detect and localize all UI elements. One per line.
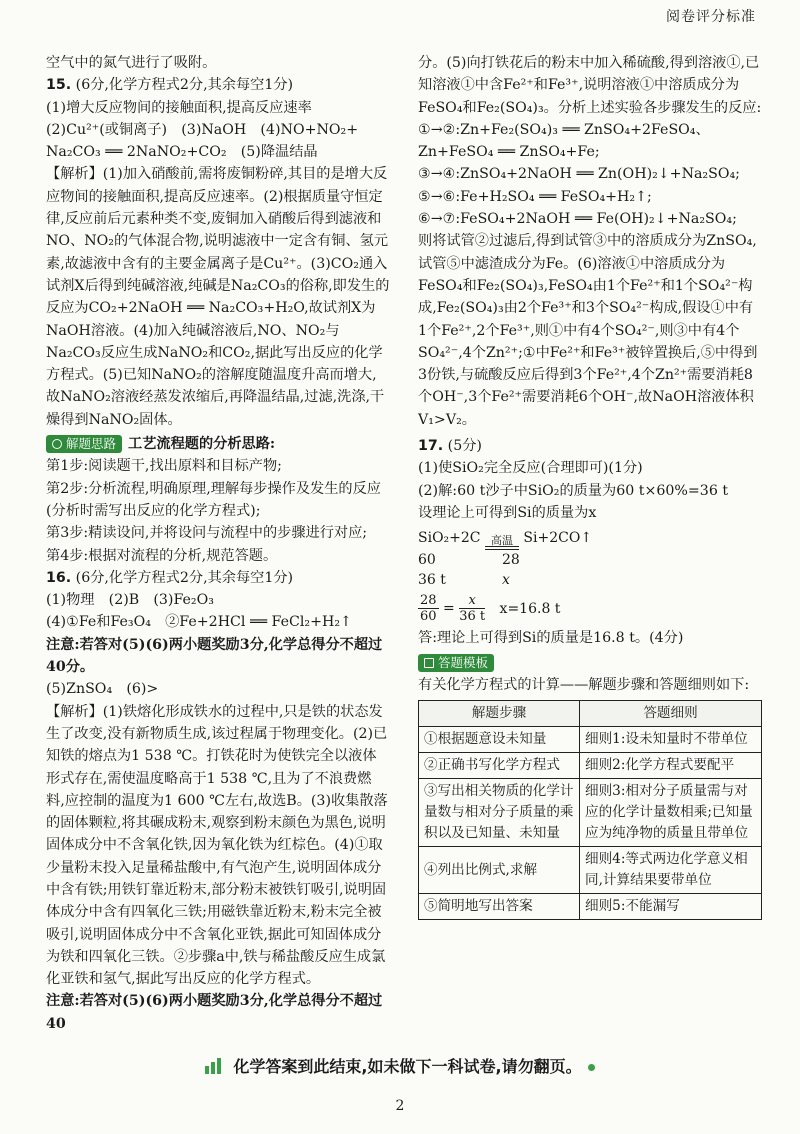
q15-analysis: 【解析】(1)加入硝酸前,需将废铜粉碎,其目的是增大反应物间的接触面积,提高反应速率。(2)根据质量守恒定律,反应前后元素种类不变,废铜加入硝酸后得到滤液和NO、NO₂的气体混合物,说明滤液中一定含有铜、氢元素,故滤液中含有的主要金属离子是Cu²⁺。(3)CO₂通入试剂X后得到纯碱溶液,纯碱是Na₂CO₃的俗称,即发生的反应为CO₂+2NaOH ══ Na₂CO₃+H₂O,故试剂X为NaOH溶液。(4)加入纯碱溶液后,NO、NO₂与Na₂CO₃反应生成NaNO₂和CO₂,据此写出反应的化学方程式。(5)已知NaNO₂的溶解度随温度升高而增大,故NaNO₂溶液经蒸发浓缩后,再降温结晶,过滤,洗涤,干燥得到NaNO₂固体。 [46,166,390,428]
table-row [419,894,762,920]
template-tag-label: 答题模板 [438,654,489,670]
template-intro: 有关化学方程式的计算——解题步骤和答题细则如下: [418,676,750,693]
q15-answer-2: (2)Cu²⁺(或铜离子) (3)NaOH (4)NO+NO₂+ [46,121,359,138]
q17-final-answer: 答:理论上可得到Si的质量是16.8 t。(4分) [418,630,684,647]
table-cell-step: ①根据题意设未知量 [419,727,580,753]
table-row [419,779,762,847]
q15-score: (6分,化学方程式2分,其余每空1分) [75,77,294,94]
equation-arrow [485,535,519,550]
q16-answer-1: (1)物理 (2)B (3)Fe₂O₃ [46,592,214,609]
template-tag [418,654,494,672]
q17-answer-1: (1)使SiO₂完全反应(合理即可)(1分) [418,460,643,477]
magnifier-icon [52,439,62,449]
table-cell-step: ⑤简明地写出答案 [419,894,580,920]
mass-sio2: 60 [418,552,436,569]
q17-result: x=16.8 t [499,600,561,617]
value-si: x [502,572,510,589]
table-row [419,753,762,779]
ratio-right-den: 36 t [459,609,486,625]
table-cell-rule: 细则2:化学方程式要配平 [580,753,762,779]
q16-continuation-2: 则将试管②过滤后,得到试管③中的溶质成分为ZnSO₄,试管⑤中滤渣成分为Fe。(6)溶液①中溶质成分为FeSO₄和Fe₂(SO₄)₃,FeSO₄由1个Fe²⁺和1个SO₄²⁻构成,Fe₂(SO₄)₃由2个Fe³⁺和3个SO₄²⁻构成,假设①中有1个Fe²⁺,2个Fe³⁺,则①中有4个SO₄²⁻,则③中有4个SO₄²⁻,4个Zn²⁺;①中Fe²⁺和Fe³⁺被锌置换后,⑤中得到3份铁,与硫酸反应后得到3个Fe²⁺,4个Zn²⁺需要消耗8个OH⁻,3个Fe²⁺需要消耗6个OH⁻,故NaOH溶液体积V₁>V₂。 [418,233,758,428]
table-header-step: 解题步骤 [419,701,580,727]
template-table [418,700,762,920]
q15-answer-3: Na₂CO₃ ══ 2NaNO₂+CO₂ (5)降温结晶 [46,144,318,161]
q16-number: 16. [46,569,72,586]
q17-proportion: $\frac{28}{60}$ = $\frac{x}{36 t}$ x=16.8 t [420,593,561,625]
tip-tag [46,435,122,453]
tip-step-4: 第4步:根据对流程的分析,规范答题。 [46,547,278,564]
book-icon [424,658,434,668]
tip-tag-label: 解题思路 [66,436,117,452]
q16-note: 注意:若答对(5)(6)两小题奖励3分,化学总得分不超过40分。 [46,636,383,676]
footer-text: 化学答案到此结束,如未做下一科试卷,请勿翻页。 [233,1057,582,1076]
ratio-left [418,593,439,624]
dot-icon [588,1064,595,1071]
table-cell-rule: 细则5:不能漏写 [580,894,762,920]
reaction-4: ⑥→⑦:FeSO₄+2NaOH ══ Fe(OH)₂↓+Na₂SO₄; [418,211,737,228]
q16-answer-3: (5)ZnSO₄ (6)> [46,681,159,698]
q17-values [418,570,762,590]
tip-title: 工艺流程题的分析思路: [128,436,276,453]
q16-answer-2: (4)①Fe和Fe₃O₄ ②Fe+2HCl ══ FeCl₂+H₂↑ [46,614,352,631]
ratio-right [459,593,485,624]
equation-right: Si+2CO↑ [523,530,593,547]
q15-answer-1: (1)增大反应物间的接触面积,提高反应速率 [46,99,312,116]
paragraph-top: 空气中的氮气进行了吸附。 [46,55,217,71]
q17-answer-3: 设理论上可得到Si的质量为x [418,504,597,521]
header-label: 阅卷评分标准 [666,9,756,25]
equation-left: SiO₂+2C [418,530,481,547]
q17-masses [418,550,762,570]
table-row [419,847,762,894]
footer-notice [0,1054,800,1078]
mass-si: 28 [502,552,520,569]
page-number: 2 [395,1098,405,1114]
table-row [419,727,762,753]
tip-step-3: 第3步:精读设问,并将设问与流程中的步骤进行对应; [46,525,368,542]
q17-heading [418,435,762,457]
q15-heading [46,74,390,96]
q17-score: (5分) [447,438,482,455]
q17-number: 17. [418,438,444,455]
table-header-rule: 答题细则 [580,701,762,727]
tip-step-1: 第1步:阅读题干,找出原料和目标产物; [46,458,282,475]
q16-note-2: 注意:若答对(5)(6)两小题奖励3分,化学总得分不超过40 [46,993,383,1032]
table-cell-step: ④列出比例式,求解 [419,847,580,894]
right-column [418,52,762,920]
table-cell-rule: 细则3:相对分子质量需与对应的化学计量数相乘;已知量应为纯净物的质量且带单位 [580,779,762,847]
tip-heading [46,433,390,455]
reaction-2: ③→④:ZnSO₄+2NaOH ══ Zn(OH)₂↓+Na₂SO₄; [418,166,740,183]
table-cell-step: ②正确书写化学方程式 [419,753,580,779]
ratio-right-num: x [459,593,485,609]
q17-answer-2: (2)解:60 t沙子中SiO₂的质量为60 t×60%=36 t [418,482,729,499]
ratio-left-num: 28 [420,593,437,609]
tip-step-2: 第2步:分析流程,明确原理,理解每步操作及发生的反应(分析时需写出反应的化学方程式); [46,480,381,519]
q16-analysis: 【解析】(1)铁熔化形成铁水的过程中,只是铁的状态发生了改变,没有新物质生成,该过程属于物理变化。(2)已知铁的熔点为1 538 ℃。打铁花时为使铁完全以液体形式存在,需使温度略高于1 538 ℃,且为了不浪费燃料,应控制的温度为1 600 ℃左右,故选B。(3)收集散落的固体颗粒,将其碾成粉末,观察到粉末颜色为黑色,说明固体成分中不含氧化铁,因为氧化铁为红棕色。(4)①取少量粉末投入足量稀盐酸中,有气泡产生,说明固体成分中含有铁;用铁钉靠近粉末,部分粉末被铁钉吸引,说明固体成分中含有四氧化三铁;用磁铁靠近粉末,粉末完全被吸引,说明固体成分中不含氧化亚铁,据此可知固体成分为铁和四氧化三铁。②步骤a中,铁与稀盐酸反应生成氯化亚铁和氢气,据此写出反应的化学方程式。 [46,703,388,988]
ratio-left-den: 60 [420,609,437,625]
reaction-1: ①→②:Zn+Fe₂(SO₄)₃ ══ ZnSO₄+2FeSO₄、Zn+FeSO₄ ══ ZnSO₄+Fe; [418,121,710,161]
table-cell-rule: 细则1:设未知量时不带单位 [580,727,762,753]
table-header-row [419,701,762,727]
equation-condition: 高温 [490,534,513,548]
reaction-3: ⑤→⑥:Fe+H₂SO₄ ══ FeSO₄+H₂↑; [418,188,652,205]
table-cell-rule: 细则4:等式两边化学意义相同,计算结果要带单位 [580,847,762,894]
q17-equation [418,528,762,550]
template-heading [418,652,762,674]
value-sio2: 36 t [418,572,446,589]
left-column [46,52,390,1035]
q16-heading [46,567,390,589]
table-cell-step: ③写出相关物质的化学计量数与相对分子质量的乘积以及已知量、未知量 [419,779,580,847]
bars-icon [205,1058,223,1078]
q16-score: (6分,化学方程式2分,其余每空1分) [75,569,294,586]
q15-number: 15. [46,77,72,94]
q16-continuation: 分。(5)向打铁花后的粉末中加入稀硫酸,得到溶液①,已知溶液①中含Fe²⁺和Fe³⁺,说明溶液①中溶质成分为FeSO₄和Fe₂(SO₄)₃。分析上述实验各步骤发生的反应: [418,55,762,116]
